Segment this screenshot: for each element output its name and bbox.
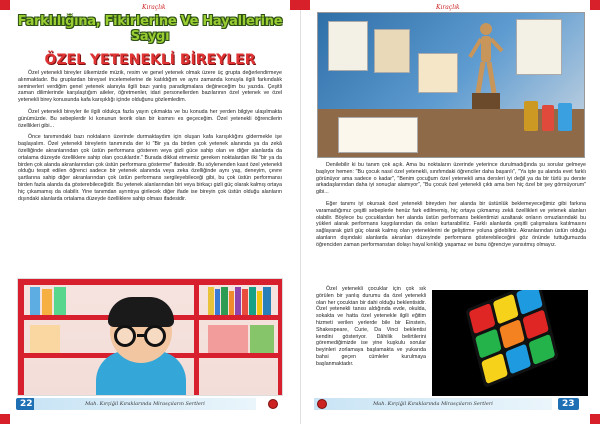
glasses-icon bbox=[114, 325, 136, 347]
article-subtitle: ÖZEL YETENEKLİ BİREYLER bbox=[44, 52, 256, 68]
left-article-body bbox=[18, 70, 282, 207]
article-title: Farklılığına, Fikirlerine Ve Hayallerine Saygı bbox=[17, 14, 283, 44]
paragraph: Önce tanımındaki bazı noktaların üzerinde durmaktaydım için oluşan kafa karışıklığını gidermekle işe başlayalım. Özel yetenekli bireylerin tanımında der ki "Bir ya da birden çok yetenek alanında ya da zekâ özelliğinde akranlarından çok üstün performans gösteren veya gizli güce sahip olan ve diğer alanlarda da ortalama düzeyde özelliklere sahip olan çocuklardır." Burada dikkat etmemiz gereken noktalardan ilki "bir ya da birden çok alanda akranlarından çok üstün performans gösterme" ifadesidir. Bu söylenenden kasıt özel yetenekli olduğu tespit edilen öğrenci sadece bir yetenek alanında veya zeka özelliğinde aynı yaş, deneyim, çevre şartlarına sahip diğer akranlarından çok üstün performans sergileyebileceği gibi, bu çok üstün performansı birden fazla alanda da gösterebileceğidir. Bu yetenek alanlarından biri veya birkaçı gizli güç olarak kalmış ortaya hiç çıkamamış da olabilir. Yine tanımdan ayrıntıya girilecek diğer ifade ise bireyin çok üstün olduğu alanların dışındaki alanlarda ortalama düzeyde özelliklere sahip olması ifadesidir. bbox=[18, 134, 282, 202]
corner-ornament bbox=[590, 414, 600, 424]
paragraph: Eğer tanımı iyi okursak özel yetenekli bireyden her alanda bir üstünlük beklemeyeceğimiz gibi farkına varamadığımız çeşitli sebeplerle henüz fark edilmemiş, hiç ortaya çıkmamış zekâ özellikleri ve yetenek alanları olabilir. Böylece bu çocuklardan her alanda üstün performans beklentimizi azaltarak onların omuzlarındaki bu yükleri alarak performans kaygılarından da onları kurtarabiliriz. Farklı alanlarda çeşitli çalışmalara katılmasını sağlayarak gizli güç olarak kalmış olan yeteneklerini de geliştirme yoluna gidebiliriz. Akranlarından üstün olduğu alanların dışındaki alanlarda akranları düzeyinde performans gösterebileceğini göz önünde tuttuğumuzda öğrenciden zaman performanstan dolayı hayal kırıklığı yaşamaz ve bunu öğrenciye yansıtmış olmayız. bbox=[316, 200, 586, 248]
corner-ornament bbox=[0, 414, 10, 424]
corner-ornament bbox=[290, 0, 300, 10]
child-hair bbox=[108, 297, 174, 327]
magazine-logo-icon bbox=[317, 399, 327, 409]
corner-ornament bbox=[300, 0, 310, 10]
mannequin-figure bbox=[468, 21, 504, 113]
corner-ornament bbox=[0, 0, 10, 10]
magazine-brand: Kıraçlık bbox=[436, 4, 460, 11]
page-footer: Mah. Kırçiğil Kıraklarında Mirasçıların Sertleri bbox=[34, 398, 256, 410]
page-number: 23 bbox=[558, 398, 579, 410]
magazine-brand: Kıraçlık bbox=[142, 4, 166, 11]
rubiks-cube-icon bbox=[465, 290, 559, 388]
artist-desk-with-mannequin-photo bbox=[317, 12, 585, 158]
paragraph: Özel yetenekli çocuklar için çok sık görülen bir yanlış durumu da özel yetenekli olan her çocuktan bir dahi olduğu beklentisidir. Özel yetenekli tanısı aldığında evde, okulda, sokakta ve hatta özel yetenekle ilgili eğitim hizmeti verilen yerlerde bile bir Einstein, Shakespeare, Curie, Da Vinci beklentisi kendini gösteriyor. Dâhilik belirtilerini göremediğimizde ise yine kuşkulu sorular beyinleri zorlamaya başlamakta ve yukarıda bahsi geçen cümleler kurulmaya başlanmaktadır. bbox=[316, 286, 426, 367]
glasses-bridge bbox=[137, 334, 145, 337]
child-with-glasses-photo bbox=[17, 278, 283, 396]
page-number: 22 bbox=[16, 398, 37, 410]
right-article-column bbox=[316, 286, 426, 373]
corner-ornament bbox=[590, 0, 600, 10]
glasses-icon bbox=[144, 325, 166, 347]
magazine-logo-icon bbox=[268, 399, 278, 409]
paragraph: Özel yetenekli bireyler ülkemizde müzik, resim ve genel yetenek olmak üzere üç grupta değerlendirmeye alınmaktadır. Bu gruplardan bireysel incelemelerine de katıldığım ve aynı zamanda konuyla ilgili farkındalık seminerleri verdiğim genel yetenek alanıyla ilgili bazı yanlış paradigmalara değineceğim bu yazıda. Çeşitli zaman dilimlerinde karşılaştığım aileler, öğretmenler, idari personellerden bazılarının özel yetenek ve özel yetenekli birey konusunda kafa karışıklığı içinde olduğunu gözlemledim. bbox=[18, 70, 282, 104]
right-article-body bbox=[316, 162, 586, 254]
paragraph: Denilebilir ki bu tanım çok açık. Ama bu noktaların üzerinde yeterince durulmadığında şu sorular gelmeye başlıyor hemen: "Bu çocuk nasıl özel yetenekli, sınıfımdaki öğrenciler daha başarılı", "Ya işte şu alanda evet farklı görünüyor ama sadece o kadar", "Benim çocuğum özel yetenekli ama dersleri iyi değil ya da bir türlü şu derste arkadaşlarından daha iyi sonuçlar alamıyor", "Bu çocuk özel yetenekli çıktı ama ben hiç özel bir şey görmüyorum" gibi... bbox=[316, 162, 586, 196]
rubiks-cube-photo bbox=[432, 290, 588, 396]
paragraph: Özel yetenekli bireyler ile ilgili oldukça fazla yayın çıkmakta ve bu konuda her yerden bilgiye ulaşılmakta günümüzde. Bu sebeplerdir ki konunun teorik olan bir kısmını es geçeceğim. Özel yetenekli öğrencilerin özellikleri gibi... bbox=[18, 108, 282, 129]
page-footer: Mah. Kırçiğil Kıraklarında Mirasçıların Sertleri bbox=[314, 398, 552, 410]
